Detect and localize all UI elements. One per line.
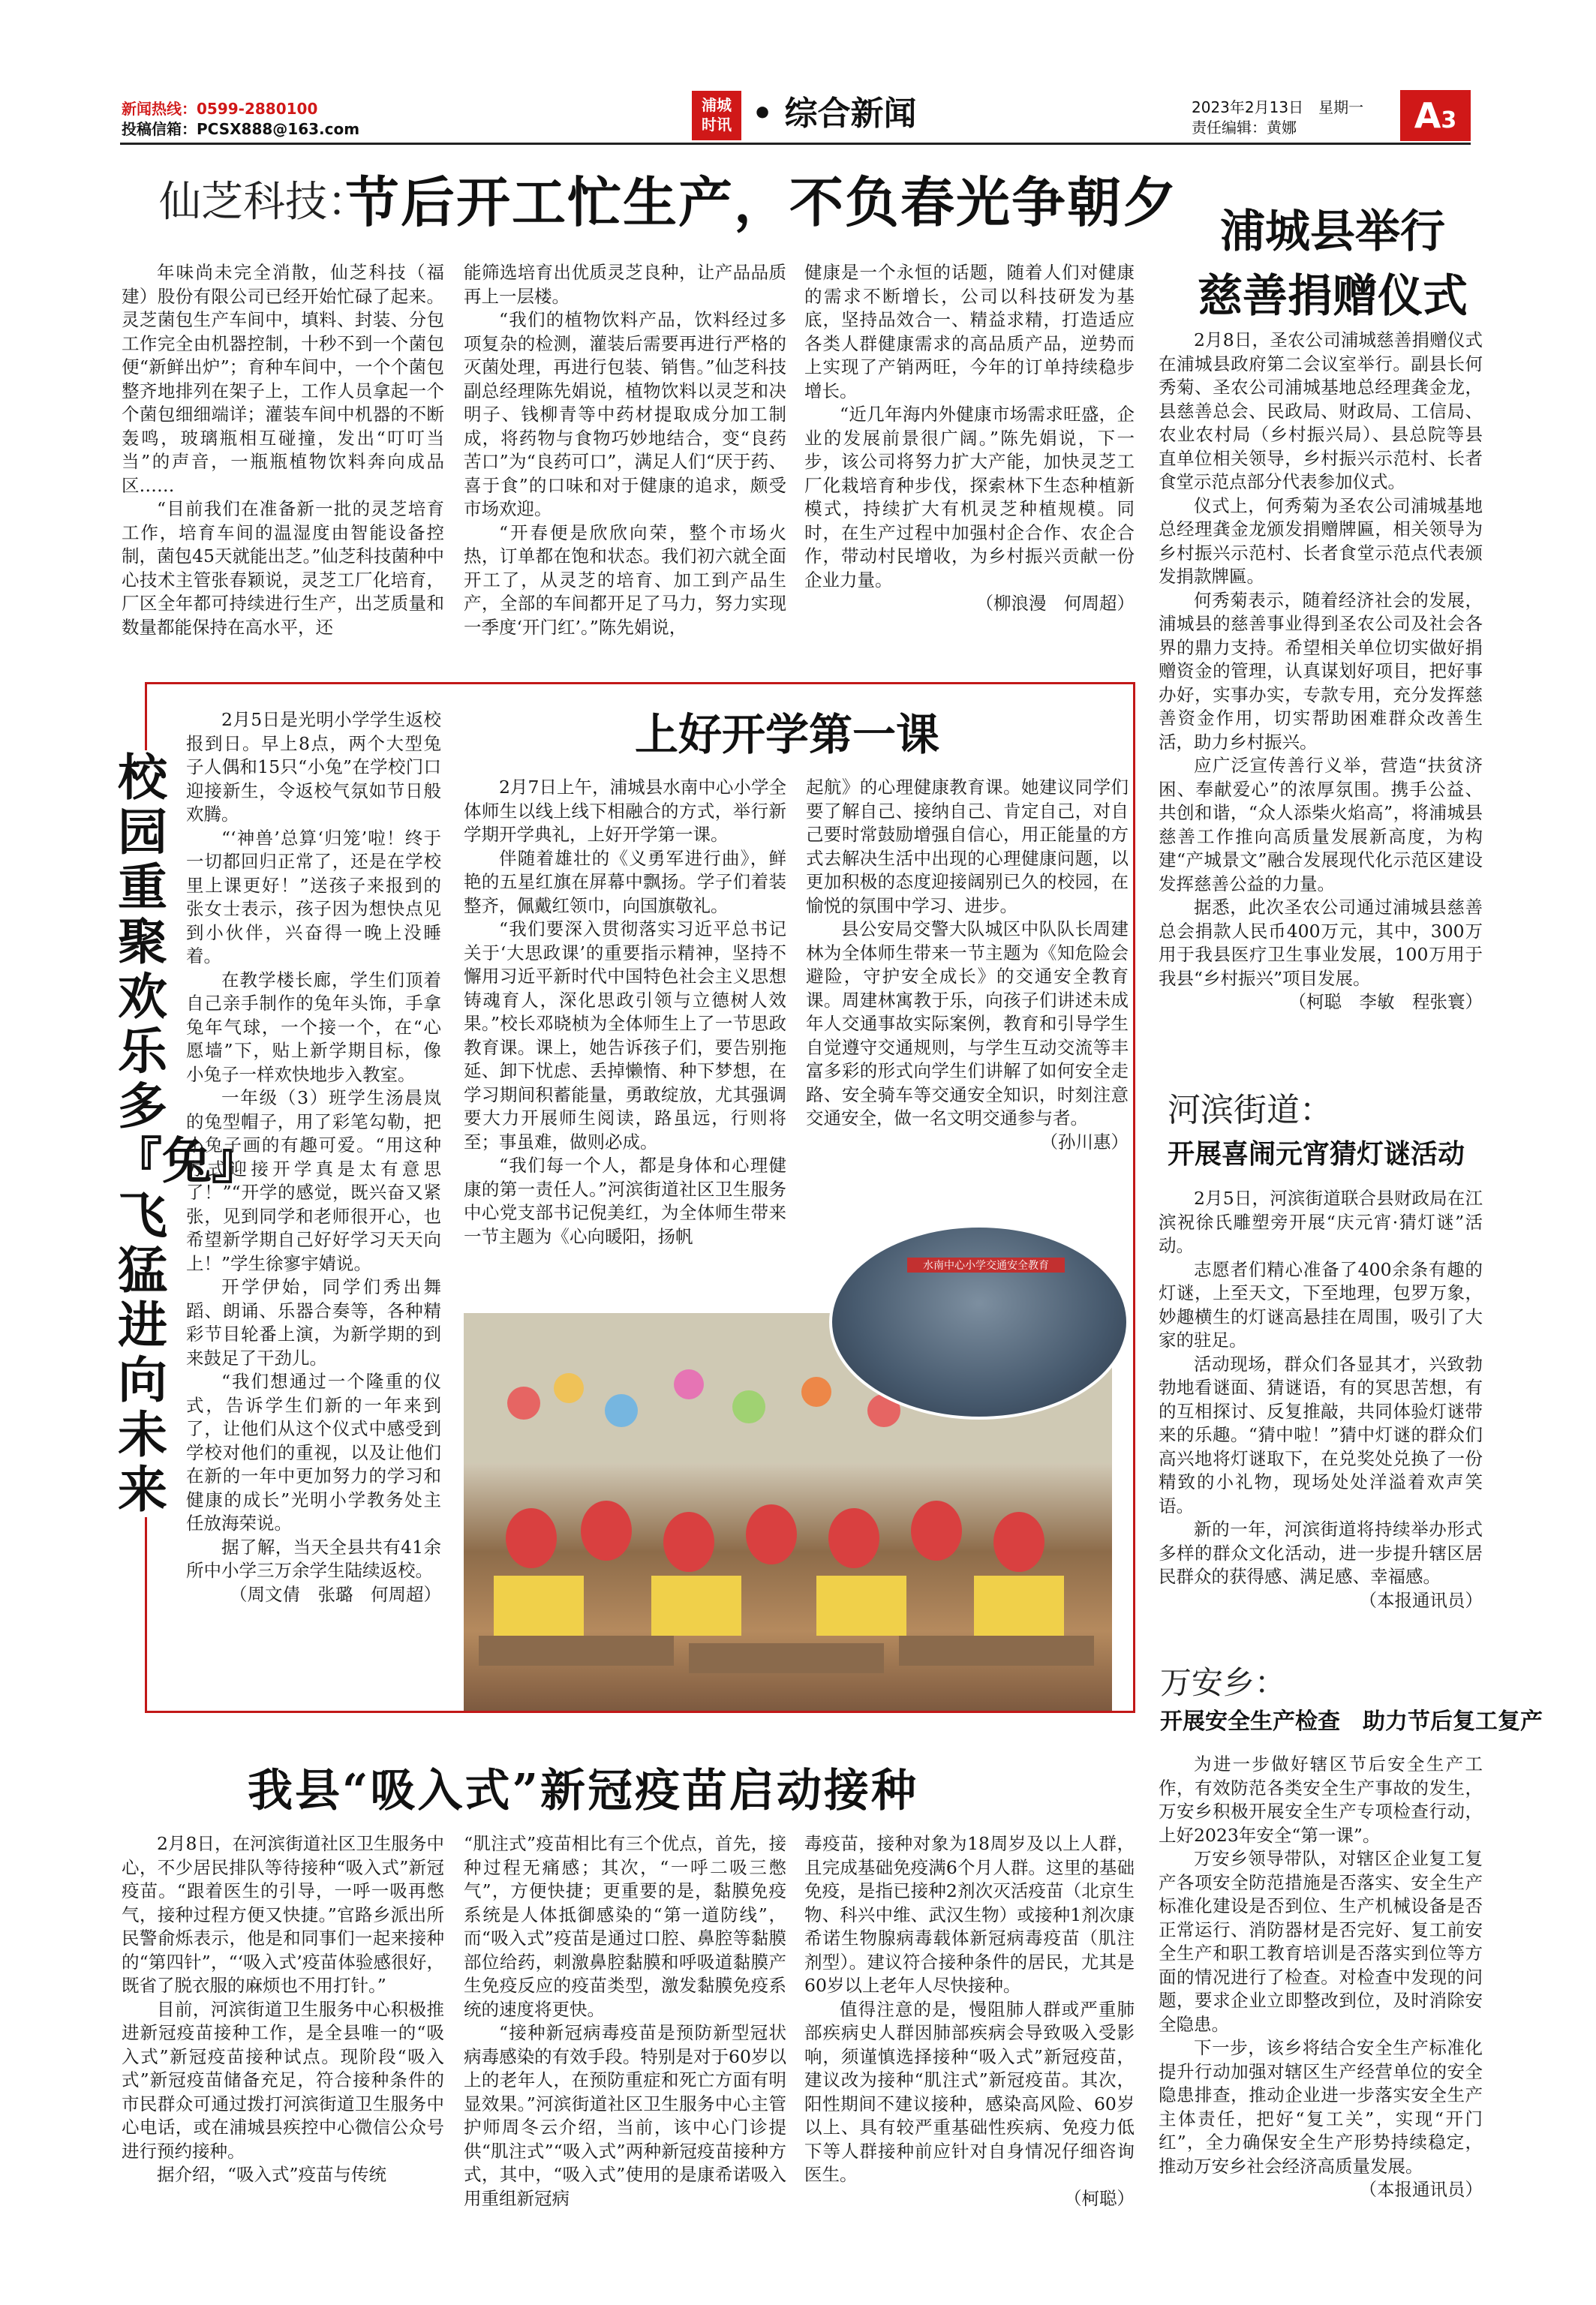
article5-kicker: 河滨街道： [1168,1091,1333,1129]
newspaper-logo [692,91,741,140]
article2-p2: 仪式上，何秀菊为圣农公司浦城基地总经理龚金龙颁发捐赠牌匾，相关领导为乡村振兴示范村、长者食堂示范点代表颁发捐款牌匾。 [1159,494,1483,587]
issue-date: 2023年2月13日 星期一 [1192,98,1364,116]
article1-col2 [464,261,786,672]
article7-p7: 值得注意的是，慢阻肺人群或严重肺部疾病史人群因肺部疾病会导致吸入受影响，须谨慎选择接种“吸入式”新冠疫苗，建议改为接种“肌注式”新冠疫苗。其次，阳性期间不建议接种，感染高风险、60岁以上、具有较严重基础性疾病、免疫力低下等人群接种前应针对自身情况仔细咨询医生。 [804,1998,1135,2185]
article4-col1 [464,776,786,1309]
article4-p3: “我们要深入贯彻落实习近平总书记关于‘大思政课’的重要指示精神，坚持不懈用习近平新时代中国特色社会主义思想铸魂育人，深化思政引领与立德树人效果。”校长邓晓桢为全体师生上了一节思政教育课。课上，她告诉孩子们，要告别拖延、卸下忧虑、丢掉懒惰、种下梦想，在学习期间积蓄能量，勇敢绽放，尤其强调要大力开展师生阅读，路虽远，行则将至；事虽难，做则必成。 [464,918,786,1152]
article6-p2: 万安乡领导带队，对辖区企业复工复产各项安全防范措施是否落实、安全生产标准化建设是否到位、生产机械设备是否正常运行、消防器材是否完好、复工前安全生产和职工教育培训是否落实到位等方面的情况进行了检查。对检查中发现的问题，要求企业立即整改到位，及时消除安全隐患。 [1159,1848,1483,2035]
article2-body [1159,329,1483,1064]
article6-p1: 为进一步做好辖区节后安全生产工作，有效防范各类安全生产事故的发生，万安乡积极开展安全生产专项检查行动，上好2023年安全“第一课”。 [1159,1754,1483,1846]
article5-title: 开展喜闹元宵猜灯谜活动 [1168,1139,1465,1170]
article2-p4: 应广泛宣传善行义举，营造“扶贫济困、奉献爱心”的浓厚氛围。携手公益、共创和谐，“众人添柴火焰高”，将浦城县慈善工作推向高质量发展新高度，为构建“产城景文”融合发展现代化示范区建设发挥慈善公益的力量。 [1159,755,1483,894]
article4-p1: 2月7日上午，浦城县水南中心小学全体师生以线上线下相融合的方式，举行新学期开学典礼，上好开学第一课。 [464,777,786,845]
article3-body [186,708,441,1706]
traffic-safety-photo [829,1225,1129,1420]
article6-title: 开展安全生产检查 助力节后复工复产 [1160,1708,1543,1735]
page-number-badge [1400,90,1471,141]
article6-kicker: 万安乡： [1160,1664,1287,1701]
hotline-number: 0599-2880100 [197,100,318,118]
page-letter: A [1414,95,1441,136]
article4-title: 上好开学第一课 [635,709,940,760]
article3-byline: （周文倩 张璐 何周超） [230,1583,441,1605]
article6-body [1159,1753,1483,2248]
article3-p7: 据了解，当天全县共有41余所中小学三万余学生陆续返校。 [186,1536,441,1581]
article6-p3: 下一步，该乡将结合安全生产标准化提升行动加强对辖区生产经营单位的安全隐患排查，推动企业进一步落实安全生产主体责任，把好“复工关”，实现“开门红”，全力确保安全生产形势持续稳定，推动万安乡社会经济高质量发展。 [1159,2037,1483,2177]
article1-p5: “开春便是欣欣向荣，整个市场火热，订单都在饱和状态。我们初六就全面开工了，从灵芝的培育、加工到产品生产，全部的车间都开足了马力，努力实现一季度‘开门红’。”陈先娟说， [464,521,786,638]
article2-p1: 2月8日，圣农公司浦城慈善捐赠仪式在浦城县政府第二会议室举行。副县长何秀菊、圣农公司浦城基地总经理龚金龙，县慈善总会、民政局、财政局、工信局、农业农村局（乡村振兴局）、县总院等县直单位相关领导，乡村振兴示范村、长者食堂示范点部分代表参加仪式。 [1159,329,1483,492]
article7-col1 [122,1832,444,2249]
article3-p2: “‘神兽’总算‘归笼’啦！终于一切都回归正常了，还是在学校里上课更好！”送孩子来报到的张女士表示，孩子因为想快点见到小伙伴，兴奋得一晚上没睡着。 [186,827,441,966]
article4-p5: 起航》的心理健康教育课。她建议同学们要了解自己、接纳自己、肯定自己，对自己要时常鼓励增强自信心，用正能量的方式去解决生活中出现的心理健康问题，以更加积极的态度迎接阔别已久的校园，在愉悦的氛围中学习、进步。 [806,777,1129,916]
article7-p4: “肌注式”疫苗相比有三个优点，首先，接种过程无痛感；其次，“一呼二吸三憋气”，方便快捷；更重要的是，黏膜免疫系统是人体抵御感染的“第一道防线”，而“吸入式”疫苗是通过口腔、鼻腔等黏膜部位给药，刺激鼻腔黏膜和呼吸道黏膜产生免疫反应的疫苗类型，激发黏膜免疫系统的速度将更快。 [464,1833,786,2020]
article1-byline: （柳浪漫 何周超） [975,593,1135,614]
article1-p4: “我们的植物饮料产品，饮料经过多项复杂的检测，灌装后需要再进行严格的灭菌处理，再进行包装、销售。”仙芝科技副总经理陈先娟说，植物饮料以灵芝和决明子、钱柳青等中药材提取成分加工制成，将药物与食物巧妙地结合，变“良药苦口”为“良药可口”，满足人们“厌于药、喜于食”的口味和对于健康的追求，颇受市场欢迎。 [464,309,786,519]
email-label: 投稿信箱： [122,120,197,138]
article1-title: 节后开工忙生产，不负春光争朝夕 [345,171,1179,234]
hotline-label: 新闻热线： [122,100,197,118]
article4-p6: 县公安局交警大队城区中队队长周建林为全体师生带来一节主题为《知危险会避险，守护安全成长》的交通安全教育课。周建林寓教于乐，向孩子们讲述未成年人交通事故实际案例，教育和引导学生自觉遵守交通规则，与学生互动交流等丰富多彩的形式向学生们讲解了如何安全走路、安全骑车等交通安全知识，时刻注意交通安全，做一名文明交通参与者。 [806,918,1129,1128]
editor-credit: 责任编辑：黄娜 [1192,119,1297,137]
article1-kicker: 仙芝科技： [159,178,369,227]
article5-byline: （本报通讯员） [1359,1589,1483,1611]
article3-p3: 在教学楼长廊，学生们顶着自己亲手制作的兔年头饰，手拿兔年气球，一个接一个，在“心愿墙”下，贴上新学期目标，像小兔子一样欢快地步入教室。 [186,969,441,1085]
article7-p2: 目前，河滨街道卫生服务中心积极推进新冠疫苗接种工作，是全县唯一的“吸入式”新冠疫苗接种试点。现阶段“吸入式”新冠疫苗储备充足，符合接种条件的市民群众可通过拨打河滨街道卫生服务中心电话，或在浦城县疾控中心微信公众号进行预约接种。 [122,1998,444,2162]
article4-p4: “我们每一个人，都是身体和心理健康的第一责任人。”河滨街道社区卫生服务中心党支部书记倪美红，为全体师生带来一节主题为《心向暖阳，扬帆 [464,1155,786,1247]
article4-p2: 伴随着雄壮的《义勇军进行曲》，鲜艳的五星红旗在屏幕中飘扬。学子们着装整齐，佩戴红领巾，向国旗敬礼。 [464,847,786,916]
article2-title-line2: 慈善捐赠仪式 [1198,270,1468,323]
article2-title-line1: 浦城县举行 [1220,206,1445,258]
logo-top: 浦城 [702,96,732,114]
article3-vertical-title: 校园重聚欢乐多『兔』飞猛进向未来 [113,748,261,1519]
article5-body [1159,1187,1483,1630]
email-address[interactable]: PCSX888@163.com [197,120,360,138]
traffic-safety-caption: 水南中心小学交通安全教育 [907,1258,1065,1273]
article1-p7: “近几年海内外健康市场需求旺盛，企业的发展前景很广阔。”陈先娟说，下一步，该公司将努力扩大产能，加快灵芝工厂化栽培育种步伐，探索林下生态种植新模式，持续扩大有机灵芝种植规模。同时，在生产过程中加强村企合作、农企合作，带动村民增收，为乡村振兴贡献一份企业力量。 [804,404,1135,591]
article5-p2: 志愿者们精心准备了400余条有趣的灯谜，上至天文，下至地理，包罗万象，妙趣横生的灯谜高悬挂在周围，吸引了大家的驻足。 [1159,1258,1483,1351]
article1-p2: “目前我们在准备新一批的灵芝培育工作，培育车间的温湿度由智能设备控制，菌包45天就能出芝。”仙芝科技菌种中心技术主管张春颖说，灵芝工厂化培育，厂区全年都可持续进行生产，出芝质量和数量都能保持在高水平，还 [122,498,444,638]
article3-p6: “我们想通过一个隆重的仪式，告诉学生们新的一年来到了，让他们从这个仪式中感受到学校对他们的重视，以及让他们在新的一年中更加努力的学习和健康的成长”光明小学教务处主任放海荣说。 [186,1371,441,1534]
article3-p5: 开学伊始，同学们秀出舞蹈、朗诵、乐器合奏等，各种精彩节目轮番上演，为新学期的到来鼓足了干劲儿。 [186,1276,441,1369]
article7-byline: （柯聪） [1064,2187,1135,2209]
article2-byline: （柯聪 李敏 程张寰） [1288,991,1483,1012]
article4-col2 [806,776,1129,1226]
section-title: • 综合新闻 [752,95,917,133]
article5-p3: 活动现场，群众们各显其才，兴致勃勃地看谜面、猜谜语，有的冥思苦想，有的互相探讨、反复推敲，共同体验灯谜带来的乐趣。“猜中啦！”猜中灯谜的群众们高兴地将灯谜取下，在兑奖处兑换了一份精致的小礼物，现场处处洋溢着欢声笑语。 [1159,1353,1483,1516]
page-num: 3 [1441,107,1457,134]
article7-p1: 2月8日，在河滨街道社区卫生服务中心，不少居民排队等待接种“吸入式”新冠疫苗。“跟着医生的引导，一呼一吸再憋气，接种过程方便又快捷。”官路乡派出所民警俞烁表示，他是和同事们一起来接种的“第四针”，“‘吸入式’疫苗体验感很好，既省了脱衣服的麻烦也不用打针。” [122,1833,444,1996]
article7-p3: 据介绍，“吸入式”疫苗与传统 [157,2164,387,2185]
article7-col3 [804,1832,1135,2249]
logo-bottom: 时讯 [702,116,732,134]
article3-p1: 2月5日是光明小学学生返校报到日。早上8点，两个大型兔子人偶和15只“小兔”在学校门口迎接新生，令返校气氛如节日般欢腾。 [186,709,441,825]
article1-p6: 健康是一个永恒的话题，随着人们对健康的需求不断增长，公司以科技研发为基底，坚持品效合一、精益求精，打造适应各类人群健康需求的高品质产品，逆势而上实现了产销两旺，今年的订单持续稳步增长。 [804,262,1135,401]
article5-p4: 新的一年，河滨街道将持续举办形式多样的群众文化活动，进一步提升辖区居民群众的获得感、满足感、幸福感。 [1159,1519,1483,1587]
article1-p3: 能筛选培育出优质灵芝良种，让产品品质再上一层楼。 [464,262,786,307]
article3-p4: 一年级（3）班学生汤晨岚的兔型帽子，用了彩笔勾勒，把小兔子画的有趣可爱。“用这种方式迎接开学真是太有意思了！”“开学的感觉，既兴奋又紧张，见到同学和老师很开心，也希望新学期自己好好学习天天向上！”学生徐寥宇婧说。 [186,1087,441,1274]
masthead-contact [122,99,359,140]
article7-p6: 毒疫苗，接种对象为18周岁及以上人群，且完成基础免疫满6个月人群。这里的基础免疫，是指已接种2剂次灭活疫苗（北京生物、科兴中维、武汉生物）或接种1剂次康希诺生物腺病毒载体新冠病毒疫苗（肌注剂型）。建议符合接种条件的居民，尤其是60岁以上老年人尽快接种。 [804,1833,1135,1996]
article7-col2 [464,1832,786,2249]
article2-p5: 据悉，此次圣农公司通过浦城县慈善总会捐款人民币400万元，其中，300万用于我县医疗卫生事业发展，100万用于我县“乡村振兴”项目发展。 [1159,897,1483,989]
header-rule [120,143,1471,145]
article6-byline: （本报通讯员） [1359,2179,1483,2200]
article2-title [1175,200,1490,329]
article5-p1: 2月5日，河滨街道联合县财政局在江滨祝徐氏雕塑旁开展“庆元宵·猜灯谜”活动。 [1159,1188,1483,1256]
masthead-date-editor [1192,98,1394,138]
article7-p5: “接种新冠病毒疫苗是预防新型冠状病毒感染的有效手段。特别是对于60岁以上的老年人，在预防重症和死亡方面有明显效果。”河滨街道社区卫生服务中心主管护师周冬云介绍，当前，该中心门诊提供“肌注式”“吸入式”两种新冠疫苗接种方式，其中，“吸入式”使用的是康希诺吸入用重组新冠病 [464,2022,786,2209]
article1-col3 [804,261,1135,672]
article1-p1: 年味尚未完全消散，仙芝科技（福建）股份有限公司已经开始忙碌了起来。灵芝菌包生产车间中，填料、封装、分包工作完全由机器控制，十秒不到一个菌包便“新鲜出炉”；育种车间中，一个个菌包整齐地排列在架子上，工作人员拿起一个个菌包细细端详；灌装车间中机器的不断轰鸣，玻璃瓶相互碰撞，发出“叮叮当当”的声音，一瓶瓶植物饮料奔向成品区…… [122,262,444,496]
article2-p3: 何秀菊表示，随着经济社会的发展，浦城县的慈善事业得到圣农公司及社会各界的鼎力支持。希望相关单位切实做好捐赠资金的管理，认真谋划好项目，把好事办好，实事办实，专款专用，充分发挥慈善资金作用，切实帮助困难群众改善生活，助力乡村振兴。 [1159,589,1483,753]
article7-title: 我县“吸入式”新冠疫苗启动接种 [248,1765,919,1817]
article1-col1 [122,261,444,672]
article4-byline: （孙川惠） [1040,1131,1129,1152]
